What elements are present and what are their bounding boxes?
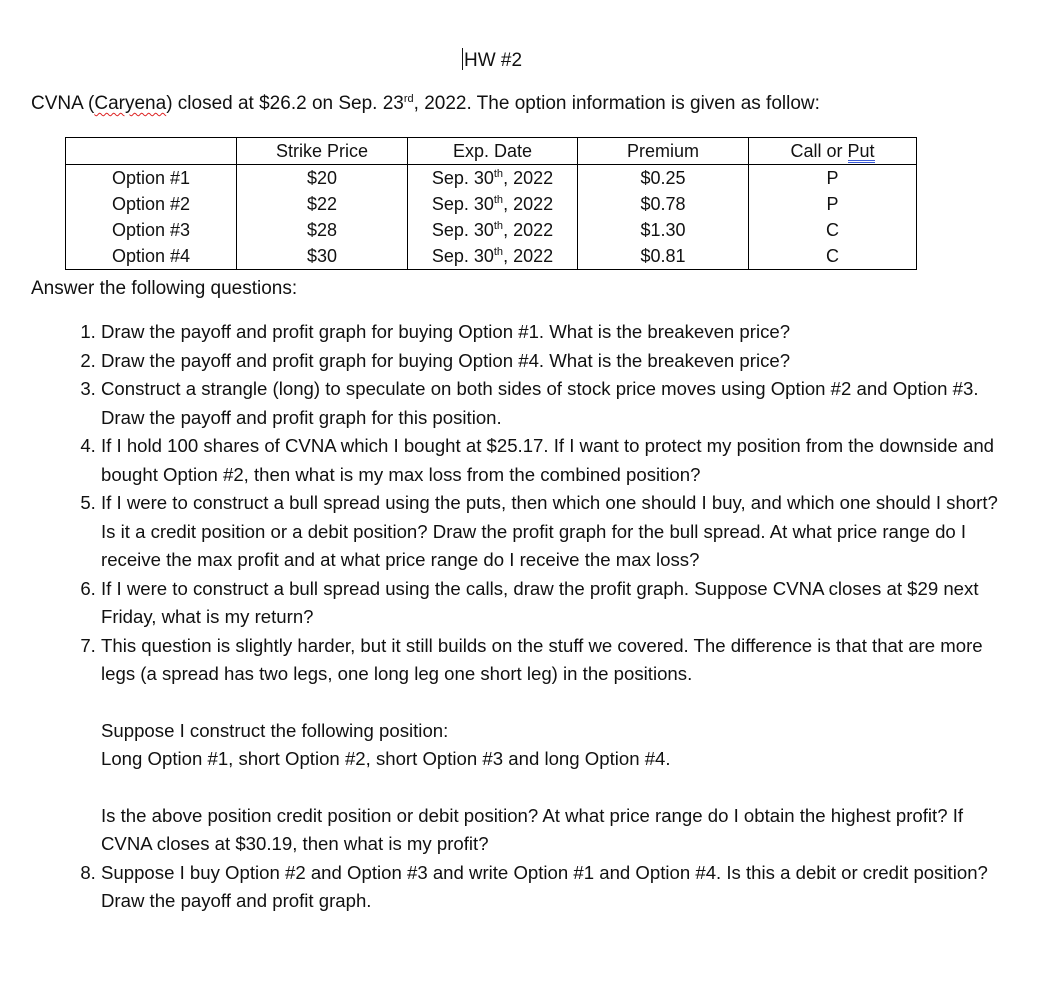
premium: $1.30 — [577, 217, 748, 243]
intro-paragraph: CVNA (Caryena) closed at $26.2 on Sep. 23rd, 2022. The option information is given as follow: — [31, 93, 820, 114]
question-7-position-intro: Suppose I construct the following position: — [101, 719, 449, 741]
option-name: Option #3 — [66, 217, 237, 243]
call-or-put: P — [749, 191, 917, 217]
premium: $0.78 — [577, 191, 748, 217]
header-cell: Call or Put — [749, 138, 917, 165]
option-name: Option #2 — [66, 191, 237, 217]
grammar-flag[interactable]: Put — [847, 141, 875, 161]
option-name: Option #4 — [66, 243, 237, 270]
strike-price: $22 — [237, 191, 408, 217]
question-1: 1. Draw the payoff and profit graph for buying Option #1. What is the breakeven price? — [101, 318, 1001, 347]
call-or-put: C — [749, 217, 917, 243]
strike-price: $30 — [237, 243, 408, 270]
question-7-position-legs: Long Option #1, short Option #2, short Option #3 and long Option #4. — [101, 748, 671, 769]
text-cursor — [462, 48, 463, 70]
premium: $0.25 — [577, 165, 748, 192]
option-name: Option #1 — [66, 165, 237, 192]
question-7-text: 7. This question is slightly harder, but it still builds on the stuff we covered. The difference is that that are more legs (a spread has two legs, one long leg one short leg) in the positions. — [101, 634, 983, 684]
question-4: 4. If I hold 100 shares of CVNA which I bought at $25.17. If I want to protect my position from the downside and bought Option #2, then what is my max loss from the combined position? — [101, 432, 1001, 489]
question-8: 8. Suppose I buy Option #2 and Option #3 and write Option #1 and Option #4. Is this a debit or credit position? Draw the payoff and profit graph. — [101, 859, 1001, 916]
question-2: 2. Draw the payoff and profit graph for buying Option #4. What is the breakeven price? — [101, 347, 1001, 376]
header-cell — [66, 138, 237, 165]
table-row — [66, 165, 917, 192]
question-7 — [101, 632, 1001, 859]
question-5: 5. If I were to construct a bull spread using the puts, then which one should I buy, and which one should I short? Is it a credit position or a debit position? Draw the profit graph for the bull spread. At what price range do I receive the max profit and at what price range do I receive the max loss? — [101, 489, 1001, 575]
header-cell: Premium — [577, 138, 748, 165]
table-row — [66, 191, 917, 217]
question-7-followup: Is the above position credit position or debit position? At what price range do I obtain the highest profit? If CVNA closes at $30.19, then what is my profit? — [101, 804, 964, 854]
question-6: 6. If I were to construct a bull spread using the calls, draw the profit graph. Suppose CVNA closes at $29 next Friday, what is my return? — [101, 575, 1001, 632]
answer-heading: Answer the following questions: — [31, 278, 298, 299]
strike-price: $20 — [237, 165, 408, 192]
table-row — [66, 217, 917, 243]
question-3: 3. Construct a strangle (long) to speculate on both sides of stock price moves using Option #2 and Option #3. Draw the payoff and profit graph for this position. — [101, 375, 1001, 432]
table-row — [66, 243, 917, 270]
call-or-put: P — [749, 165, 917, 192]
question-list — [65, 318, 1001, 916]
options-table — [65, 137, 917, 270]
exp-date: Sep. 30th, 2022 — [408, 217, 578, 243]
header-cell: Strike Price — [237, 138, 408, 165]
misspelled-word[interactable]: Caryena — [94, 93, 167, 114]
page-title: HW #2 — [464, 50, 523, 71]
exp-date: Sep. 30th, 2022 — [408, 165, 578, 192]
exp-date: Sep. 30th, 2022 — [408, 243, 578, 270]
exp-date: Sep. 30th, 2022 — [408, 191, 578, 217]
header-cell: Exp. Date — [408, 138, 578, 165]
premium: $0.81 — [577, 243, 748, 270]
strike-price: $28 — [237, 217, 408, 243]
table-header-row — [66, 138, 917, 165]
call-or-put: C — [749, 243, 917, 270]
